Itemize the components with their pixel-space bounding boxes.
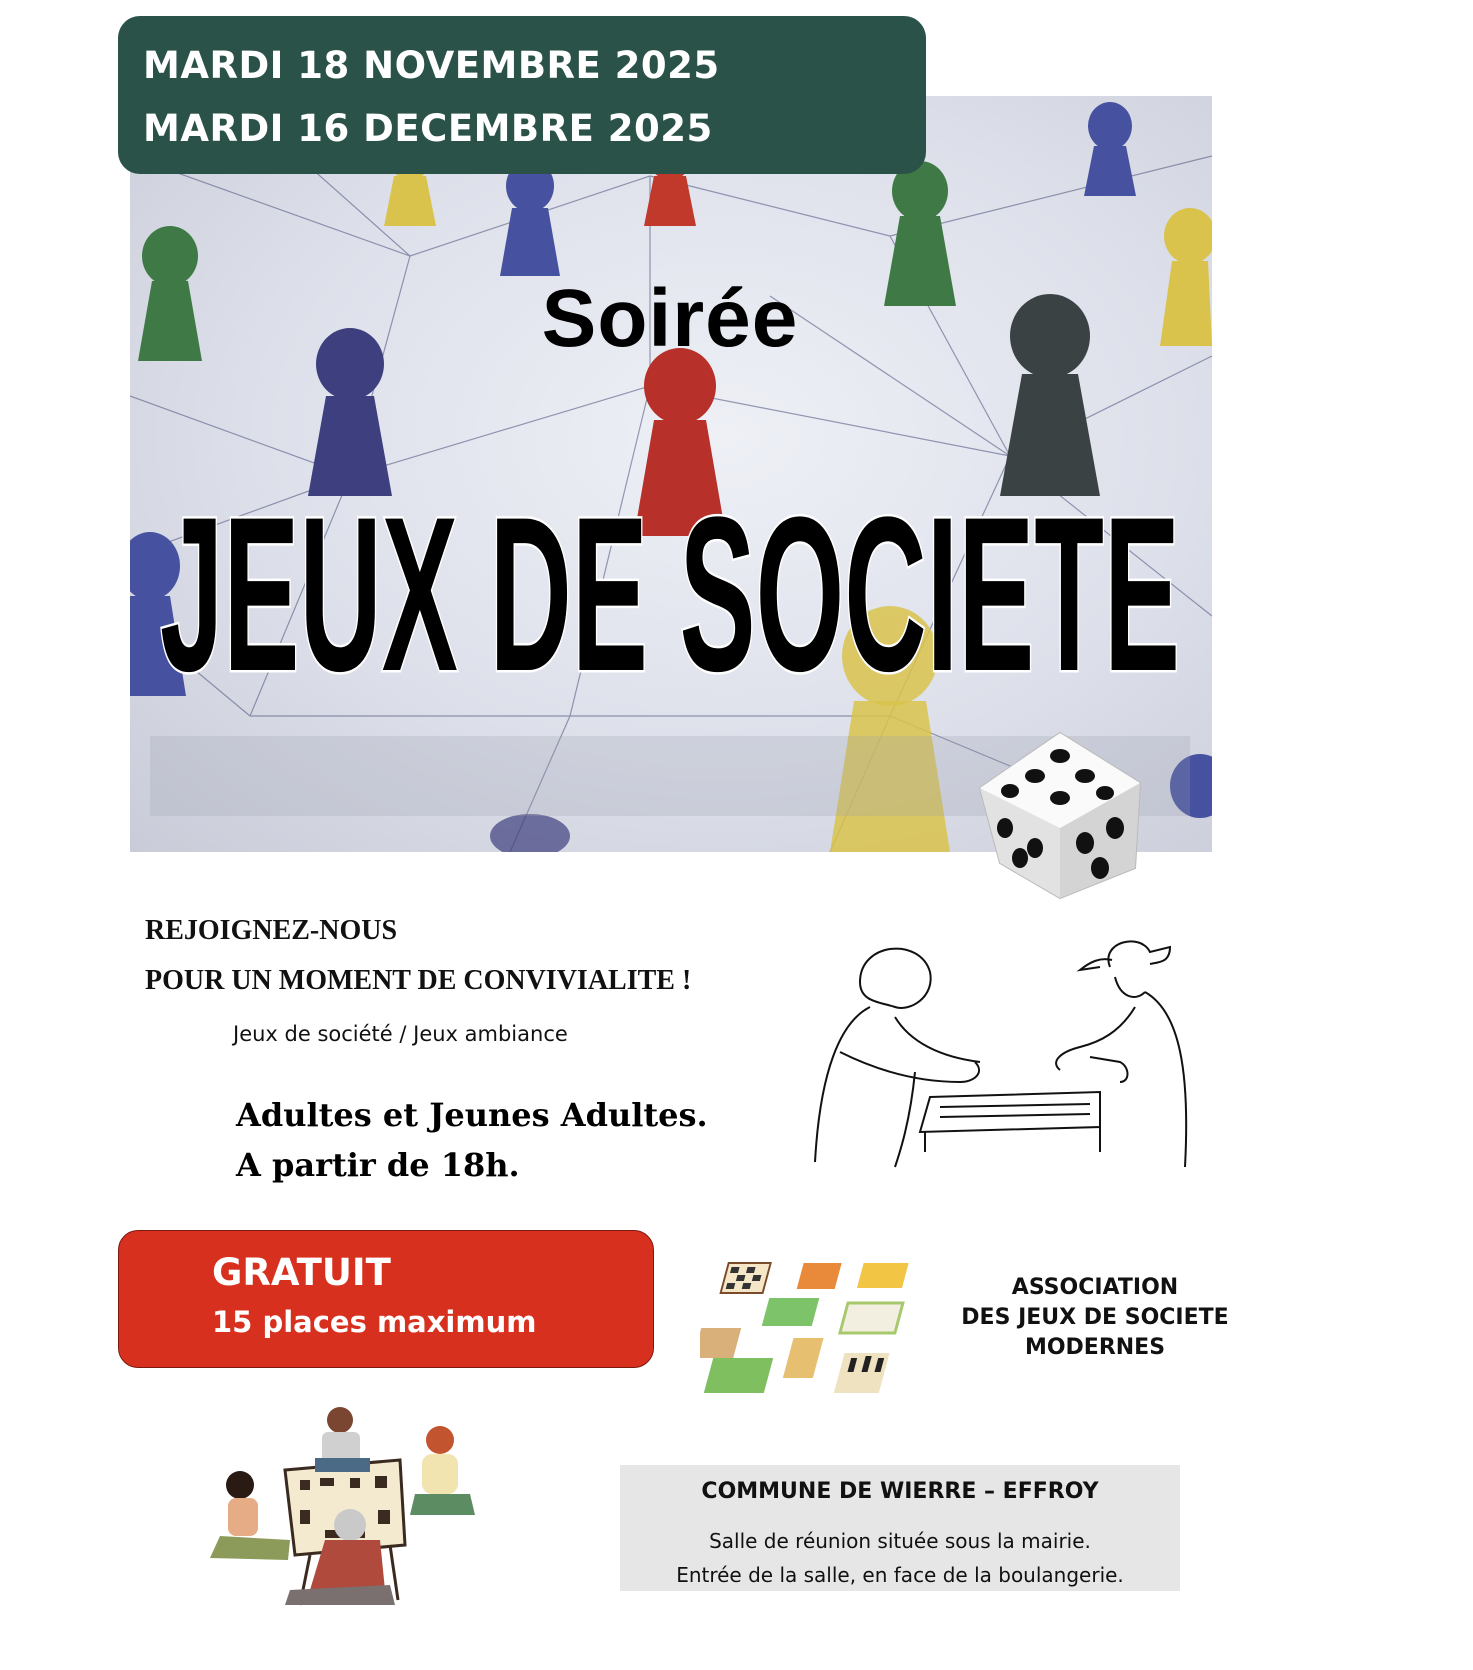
free-label: GRATUIT: [212, 1251, 391, 1294]
association-line-2: DES JEUX DE SOCIETE: [961, 1305, 1229, 1330]
people-playing-illustration: [200, 1390, 500, 1610]
date-2: MARDI 16 DECEMBRE 2025: [143, 107, 713, 150]
capacity-label: 15 places maximum: [212, 1305, 537, 1339]
event-title: [150, 470, 1190, 710]
association-name: [945, 1273, 1245, 1363]
association-line-3: MODERNES: [1024, 1335, 1166, 1360]
event-subtitle: Soirée: [541, 273, 799, 364]
event-title-text: JEUX DE SOCIETE: [160, 471, 1180, 710]
location-line-1: Salle de réunion située sous la mairie.: [709, 1529, 1091, 1553]
date-1: MARDI 18 NOVEMBRE 2025: [143, 44, 720, 87]
location-line-2: Entrée de la salle, en face de la boulangerie.: [676, 1563, 1124, 1587]
free-entry-banner: [118, 1230, 654, 1368]
invitation-text: [145, 906, 691, 1006]
invitation-line-1: REJOIGNEZ-NOUS: [145, 915, 398, 946]
audience-line-2: A partir de 18h.: [236, 1146, 520, 1184]
audience-info: [236, 1090, 708, 1190]
date-banner: [118, 16, 926, 174]
players-line-art: [800, 922, 1220, 1172]
audience-line-1: Adultes et Jeunes Adultes.: [236, 1096, 708, 1134]
location-title: COMMUNE DE WIERRE – EFFROY: [701, 1479, 1099, 1504]
location-box: [620, 1465, 1180, 1591]
board-games-icon: [700, 1258, 920, 1398]
association-line-1: ASSOCIATION: [1011, 1275, 1179, 1300]
invitation-line-2: POUR UN MOMENT DE CONVIVIALITE !: [145, 965, 692, 996]
dice-icon: [975, 728, 1165, 908]
game-types: Jeux de société / Jeux ambiance: [233, 1022, 568, 1046]
